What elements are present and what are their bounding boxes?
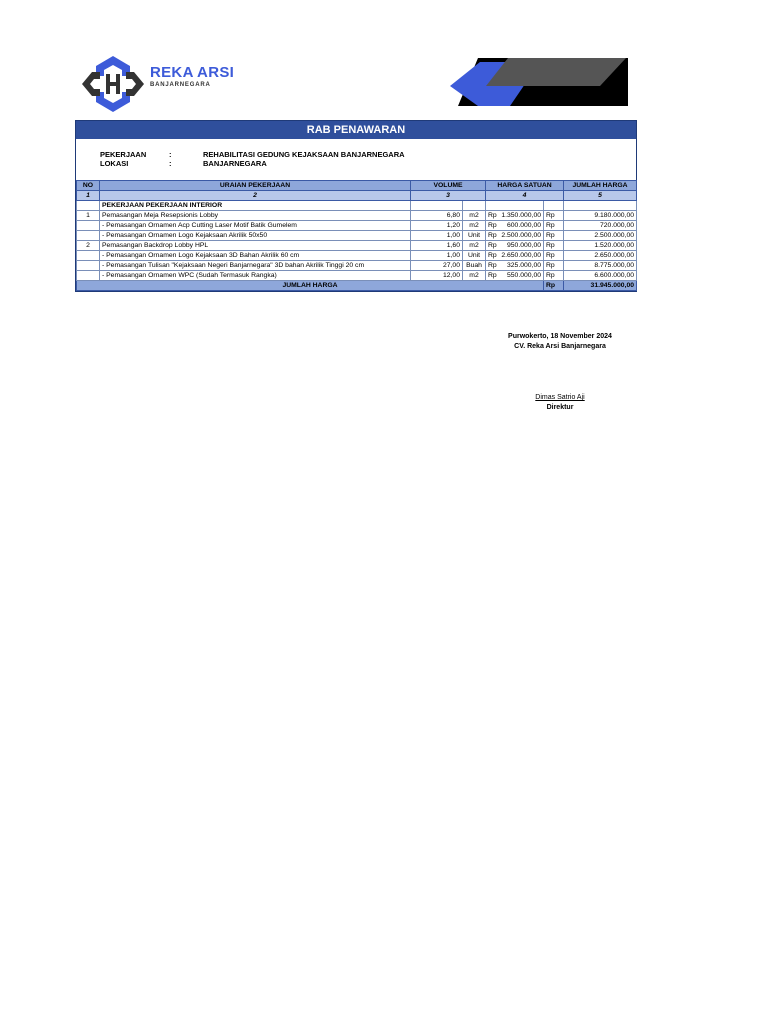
col-number: 4 [486, 191, 564, 201]
header-jumlah-harga: JUMLAH HARGA [564, 181, 637, 191]
document-title: RAB PENAWARAN [76, 121, 636, 139]
header-harga-satuan: HARGA SATUAN [486, 181, 564, 191]
column-number-row [77, 191, 637, 201]
total-value: 31.945.000,00 [564, 281, 637, 291]
row-no [77, 251, 100, 261]
row-price-currency: Rp [488, 252, 497, 259]
row-no [77, 221, 100, 231]
row-total: 720.000,00 [564, 221, 637, 231]
row-volume: 1,60 [411, 241, 463, 251]
row-unit: m2 [463, 241, 486, 251]
total-currency: Rp [544, 281, 564, 291]
signatory-position: Direktur [546, 404, 574, 411]
row-unit: Buah [463, 261, 486, 271]
row-total: 8.775.000,00 [564, 261, 637, 271]
row-total-currency: Rp [544, 221, 564, 231]
row-description: Pemasangan Meja Resepsionis Lobby [100, 211, 411, 221]
row-volume: 1,00 [411, 251, 463, 261]
row-description: - Pemasangan Ornamen Logo Kejaksaan Akrilik 50x50 [100, 231, 411, 241]
row-price-value: 600.000,00 [506, 222, 542, 229]
row-unit: m2 [463, 211, 486, 221]
row-price [486, 231, 544, 241]
row-price [486, 211, 544, 221]
rab-document [75, 120, 637, 292]
row-total-currency: Rp [544, 241, 564, 251]
row-price-value: 950.000,00 [506, 242, 542, 249]
pekerjaan-label: PEKERJAAN [100, 150, 147, 159]
row-total-currency: Rp [544, 261, 564, 271]
row-unit: m2 [463, 221, 486, 231]
reka-arsi-logo-icon [78, 52, 148, 116]
row-price-currency: Rp [488, 242, 497, 249]
company-name: CV. Reka Arsi Banjarnegara [514, 343, 606, 350]
header-decoration-icon [450, 56, 628, 108]
row-price-value: 2.650.000,00 [501, 252, 542, 259]
row-total-currency: Rp [544, 271, 564, 281]
row-no: 1 [77, 211, 100, 221]
row-total: 9.180.000,00 [564, 211, 637, 221]
row-price-currency: Rp [488, 232, 497, 239]
table-body [77, 211, 637, 281]
pekerjaan-value: REHABILITASI GEDUNG KEJAKSAAN BANJARNEGARA [203, 150, 405, 159]
row-price [486, 221, 544, 231]
row-description: - Pemasangan Tulisan "Kejaksaan Negeri Banjarnegara" 3D bahan Akrilik Tinggi 20 cm [100, 261, 411, 271]
row-unit: Unit [463, 231, 486, 241]
row-unit: Unit [463, 251, 486, 261]
table-row [77, 251, 637, 261]
col-number: 1 [77, 191, 100, 201]
rab-table [76, 180, 637, 291]
total-row [77, 281, 637, 291]
section-row [77, 201, 637, 211]
row-total: 2.650.000,00 [564, 251, 637, 261]
pekerjaan-colon: : [169, 150, 172, 159]
col-number: 3 [411, 191, 486, 201]
row-price-value: 550.000,00 [506, 272, 542, 279]
row-price-currency: Rp [488, 272, 497, 279]
row-volume: 27,00 [411, 261, 463, 271]
total-label: JUMLAH HARGA [77, 281, 544, 291]
brand-subtitle: BANJARNEGARA [150, 82, 211, 88]
lokasi-value: BANJARNEGARA [203, 159, 267, 168]
table-row [77, 231, 637, 241]
col-number: 2 [100, 191, 411, 201]
row-total-currency: Rp [544, 231, 564, 241]
row-total-currency: Rp [544, 211, 564, 221]
row-no [77, 261, 100, 271]
row-volume: 1,00 [411, 231, 463, 241]
lokasi-label: LOKASI [100, 159, 129, 168]
header-uraian: URAIAN PEKERJAAN [100, 181, 411, 191]
row-volume: 6,80 [411, 211, 463, 221]
brand-name: REKA ARSI [150, 64, 235, 81]
header-volume: VOLUME [411, 181, 486, 191]
section-title: PEKERJAAN PEKERJAAN INTERIOR [100, 201, 411, 211]
table-row [77, 271, 637, 281]
table-row [77, 221, 637, 231]
table-header-row [77, 181, 637, 191]
row-total-currency: Rp [544, 251, 564, 261]
row-price-currency: Rp [488, 262, 497, 269]
row-total: 6.600.000,00 [564, 271, 637, 281]
row-description: - Pemasangan Ornamen WPC (Sudah Termasuk Rangka) [100, 271, 411, 281]
row-price [486, 251, 544, 261]
row-price [486, 241, 544, 251]
row-price [486, 271, 544, 281]
place-date: Purwokerto, 18 November 2024 [508, 333, 612, 340]
row-price [486, 261, 544, 271]
table-row [77, 261, 637, 271]
row-total: 1.520.000,00 [564, 241, 637, 251]
row-description: Pemasangan Backdrop Lobby HPL [100, 241, 411, 251]
row-price-currency: Rp [488, 222, 497, 229]
row-total: 2.500.000,00 [564, 231, 637, 241]
row-price-value: 1.350.000,00 [501, 212, 542, 219]
row-no: 2 [77, 241, 100, 251]
lokasi-colon: : [169, 159, 172, 168]
table-row [77, 211, 637, 221]
row-unit: m2 [463, 271, 486, 281]
row-price-currency: Rp [488, 212, 497, 219]
row-price-value: 2.500.000,00 [501, 232, 542, 239]
row-volume: 1,20 [411, 221, 463, 231]
row-no [77, 231, 100, 241]
table-row [77, 241, 637, 251]
col-number: 5 [564, 191, 637, 201]
row-price-value: 325.000,00 [506, 262, 542, 269]
signatory-name: Dimas Satrio Aji [535, 394, 585, 401]
header-no: NO [77, 181, 100, 191]
row-no [77, 271, 100, 281]
row-description: - Pemasangan Ornamen Logo Kejaksaan 3D Bahan Akrilik 60 cm [100, 251, 411, 261]
row-description: - Pemasangan Ornamen Acp Cutting Laser Motif Batik Gumelem [100, 221, 411, 231]
row-volume: 12,00 [411, 271, 463, 281]
